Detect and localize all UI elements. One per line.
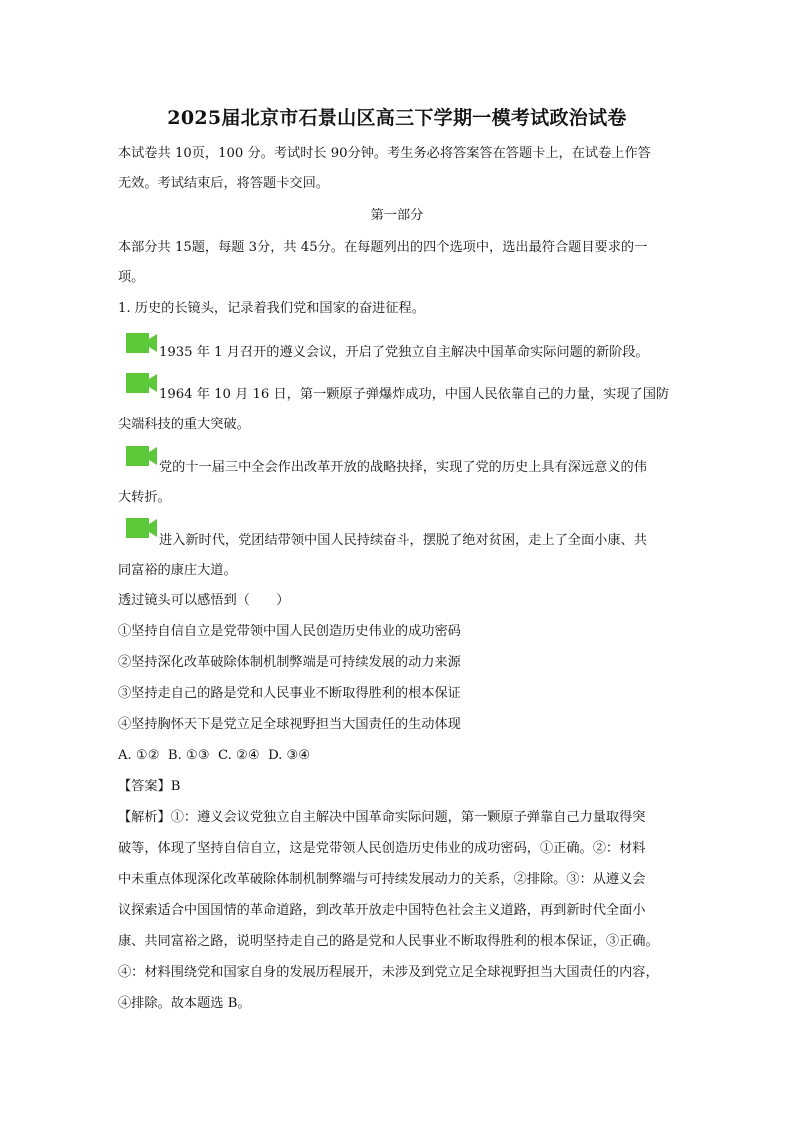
shot-3-text-line-1: 党的十一届三中全会作出改革开放的战略抉择，实现了党的历史上具有深远意义的伟: [159, 460, 647, 475]
shot-4-text-line-1: 进入新时代，党团结带领中国人民持续奋斗，摆脱了绝对贫困，走上了全面小康、共: [159, 533, 647, 548]
video-camera-icon: [126, 333, 158, 353]
video-camera-icon: [126, 446, 158, 466]
section-desc-line-1: 本部分共 15题，每题 3分，共 45分。在每题列出的四个选项中，选出最符合题目要求的一: [118, 240, 648, 255]
intro-line-2: 无效。考试结束后，将答题卡交回。: [118, 176, 329, 191]
shot-4-text-line-2: 同富裕的康庄大道。: [118, 563, 237, 578]
video-camera-icon: [126, 373, 158, 393]
analysis-line-7: ④排除。故本题选 B。: [118, 996, 251, 1011]
analysis-line-3: 中未重点体现深化改革破除体制机制弊端与可持续发展动力的关系，②排除。③：从遵义会: [118, 872, 646, 887]
section-heading: 第一部分: [370, 208, 424, 223]
question-prompt: 透过镜头可以感悟到（ ）: [118, 593, 290, 608]
analysis-line-4: 议探索适合中国国情的革命道路，到改革开放走中国特色社会主义道路，再到新时代全面小: [118, 903, 646, 918]
shot-1-text: 1935 年 1 月召开的遵义会议，开启了党独立自主解决中国革命实际问题的新阶段。: [159, 345, 649, 360]
analysis-line-1: 【解析】①：遵义会议党独立自主解决中国革命实际问题，第一颗原子弹靠自己力量取得突: [118, 810, 646, 825]
answer-label: 【答案】B: [118, 779, 181, 794]
intro-line-1: 本试卷共 10页，100 分。考试时长 90分钟。考生务必将答案答在答题卡上，在试卷上作答: [118, 146, 651, 161]
analysis-line-2: 破等，体现了坚持自信自立，这是党带领人民创造历史伟业的成功密码，①正确。②：材料: [118, 841, 646, 856]
statement-1: ①坚持自信自立是党带领中国人民创造历史伟业的成功密码: [118, 624, 461, 639]
section-desc-line-2: 项。: [118, 270, 145, 285]
statement-3: ③坚持走自己的路是党和人民事业不断取得胜利的根本保证: [118, 686, 461, 701]
shot-2-text-line-1: 1964 年 10 月 16 日，第一颗原子弹爆炸成功，中国人民依靠自己的力量，实现了国防: [159, 387, 670, 402]
page-title: 2025届北京市石景山区高三下学期一模考试政治试卷: [167, 107, 627, 129]
analysis-line-6: ④：材料围绕党和国家自身的发展历程展开，未涉及到党立足全球视野担当大国责任的内容，: [118, 965, 659, 980]
question-stem: 1. 历史的长镜头，记录着我们党和国家的奋进征程。: [118, 301, 425, 316]
shot-3-text-line-2: 大转折。: [118, 490, 171, 505]
statement-4: ④坚持胸怀天下是党立足全球视野担当大国责任的生动体现: [118, 717, 461, 732]
answer-options: A. ①② B. ①③ C. ②④ D. ③④: [118, 748, 311, 763]
statement-2: ②坚持深化改革破除体制机制弊端是可持续发展的动力来源: [118, 655, 461, 670]
analysis-line-5: 康、共同富裕之路，说明坚持走自己的路是党和人民事业不断取得胜利的根本保证，③正确。: [118, 934, 659, 949]
video-camera-icon: [126, 518, 158, 538]
shot-2-text-line-2: 尖端科技的重大突破。: [118, 417, 250, 432]
